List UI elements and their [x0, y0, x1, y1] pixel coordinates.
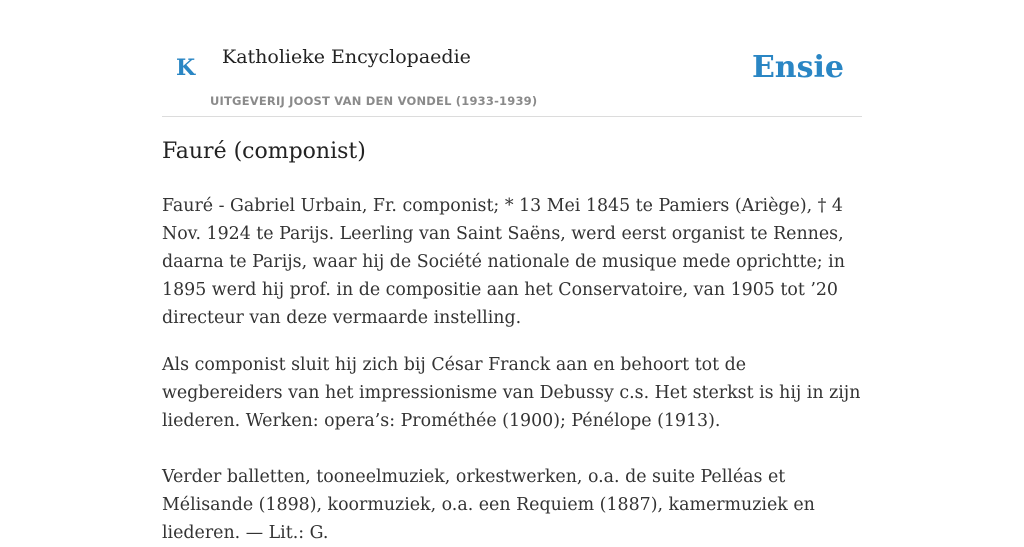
publisher-subtitle: UITGEVERIJ JOOST VAN DEN VONDEL (1933-1939) [210, 94, 538, 108]
article-paragraph: Verder balletten, tooneelmuziek, orkestwerken, o.a. de suite Pelléas et Mélisande (1898), koormuziek, o.a. een Requiem (1887), kamermuziek en liederen. — Lit.: G. [162, 467, 815, 543]
article-body [162, 192, 872, 547]
site-header [162, 30, 862, 117]
site-logo-icon[interactable]: K [176, 55, 196, 81]
site-title[interactable]: Katholieke Encyclopaedie [222, 46, 471, 68]
article-title: Fauré (componist) [162, 139, 366, 164]
article-paragraph: Fauré - Gabriel Urbain, Fr. componist; * 13 Mei 1845 te Pamiers (Ariège), † 4 Nov. 1924 te Parijs. Leerling van Saint Saëns, werd eerst organist te Rennes, daarna te Parijs, waar hij de Société nationale de musique mede oprichtte; in 1895 werd hij prof. in de compositie aan het Conservatoire, van 1905 tot ’20 directeur van deze vermaarde instelling. [162, 196, 845, 328]
article-paragraph: Als componist sluit hij zich bij César Franck aan en behoort tot de wegbereiders van het impressionisme van Debussy c.s. Het sterkst is hij in zijn liederen. Werken: opera’s: Prométhée (1900); Pénélope (1913). [162, 355, 861, 431]
ensie-brand-link[interactable]: Ensie [751, 50, 844, 85]
